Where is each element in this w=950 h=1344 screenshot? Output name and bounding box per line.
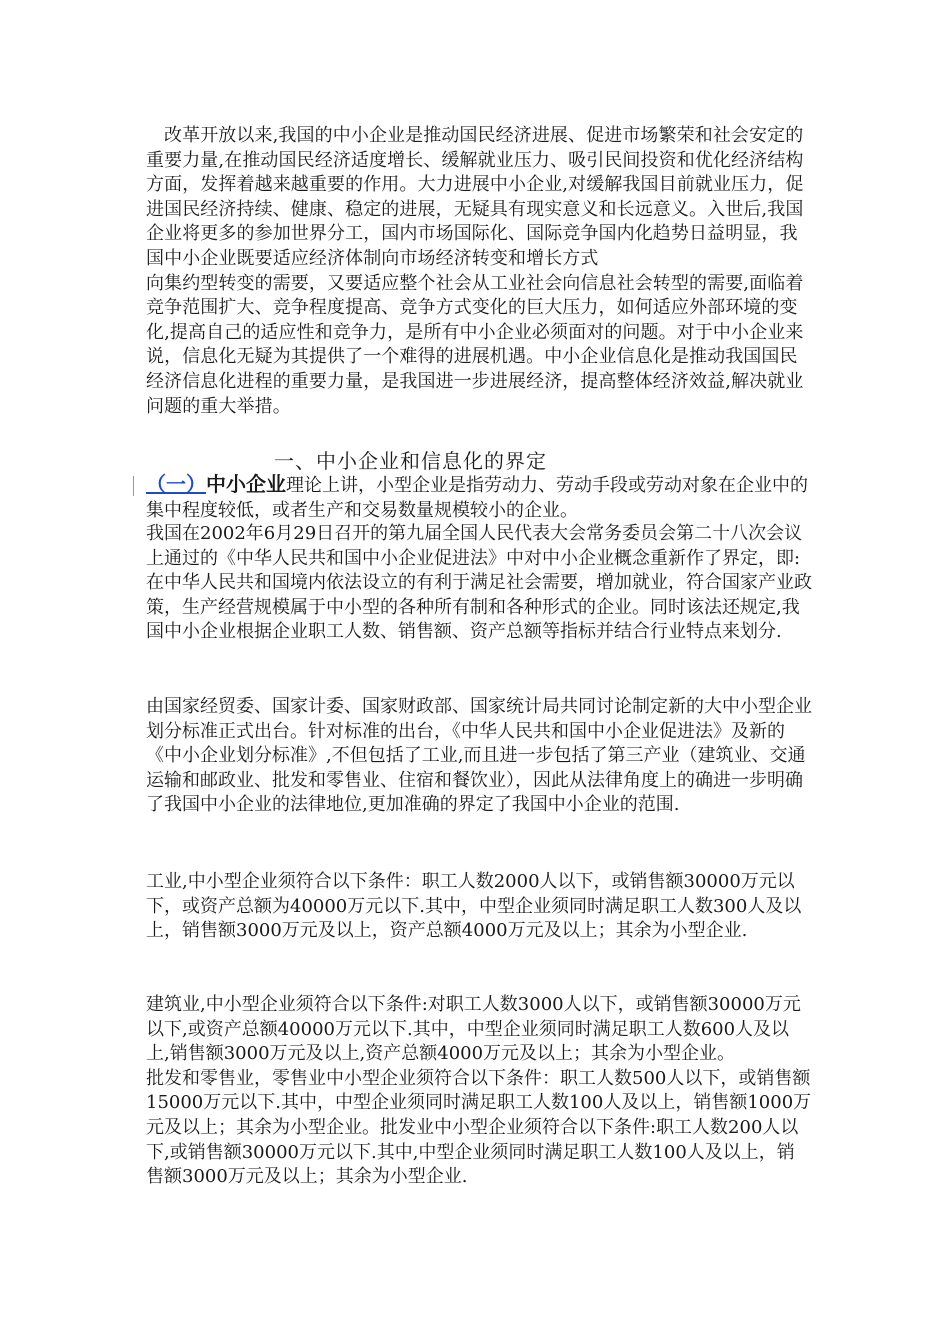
- law-paragraph: 我国在2002年6月29日召开的第九届全国人民代表大会常务委员会第二十八次会议上通过的《中华人民共和国中小企业促进法》中对中小企业概念重新作了界定，即:在中华人民共和国境内依法设立的有利于满足社会需要，增加就业，符合国家产业政策，生产经营规模属于中小型的各种所有制和各种形式的企业。同时该法还规定,我国中小企业根据企业职工人数、销售额、资产总额等指标并结合行业特点来划分.: [146, 523, 812, 643]
- industry-paragraph-block: [146, 870, 812, 944]
- section-heading: 一、中小企业和信息化的界定: [274, 449, 547, 473]
- subsection-number-link[interactable]: （一）: [146, 472, 206, 496]
- construction-paragraph: 建筑业,中小型企业须符合以下条件:对职工人数3000人以下，或销售额30000万元以下,或资产总额40000万元以下.其中，中型企业须同时满足职工人数600人及以上,销售额3000万元及以上,资产总额4000万元及以上；其余为小型企业。: [146, 994, 801, 1065]
- standard-paragraph: 由国家经贸委、国家计委、国家财政部、国家统计局共同讨论制定新的大中小型企业划分标准正式出台。针对标准的出台，《中华人民共和国中小企业促进法》及新的《中小企业划分标准》,不但包括了工业,而且进一步包括了第三产业（建筑业、交通运输和邮政业、批发和零售业、住宿和餐饮业），因此从法律角度上的确进一步明确了我国中小企业的法律地位,更加准确的界定了我国中小企业的范围.: [146, 696, 812, 816]
- subsection-paragraph: [146, 472, 812, 523]
- subsection-text: 理论上讲，小型企业是指劳动力、劳动手段或劳动对象在企业中的集中程度较低，或者生产和交易数量规模较小的企业。: [146, 475, 808, 521]
- text-cursor-mark: [133, 476, 134, 496]
- intro-section: [146, 124, 812, 419]
- intro-paragraph-1: 改革开放以来,我国的中小企业是推动国民经济进展、促进市场繁荣和社会安定的重要力量,在推动国民经济适度增长、缓解就业压力、吸引民间投资和优化经济结构方面，发挥着越来越重要的作用。大力进展中小企业,对缓解我国目前就业压力，促进国民经济持续、健康、稳定的进展，无疑具有现实意义和长远意义。入世后,我国企业将更多的参加世界分工，国内市场国际化、国际竞争国内化趋势日益明显，我国中小企业既要适应经济体制向市场经济转变和增长方式: [146, 125, 804, 269]
- intro-paragraph-2: 向集约型转变的需要，又要适应整个社会从工业社会向信息社会转型的需要,面临着竞争范围扩大、竞争程度提高、竞争方式变化的巨大压力，如何适应外部环境的变化,提高自己的适应性和竞争力，是所有中小企业必须面对的问题。对于中小企业来说，信息化无疑为其提供了一个难得的进展机遇。中小企业信息化是推动我国国民经济信息化进程的重要力量，是我国进一步进展经济，提高整体经济效益,解决就业问题的重大举措。: [146, 272, 804, 417]
- standard-paragraph-block: [146, 695, 812, 818]
- construction-retail-block: [146, 993, 812, 1190]
- industry-paragraph: 工业,中小型企业须符合以下条件：职工人数2000人以下，或销售额30000万元以下，或资产总额为40000万元以下.其中，中型企业须同时满足职工人数300人及以上，销售额3000万元及以上，资产总额4000万元及以上；其余为小型企业.: [146, 871, 802, 942]
- retail-paragraph: 批发和零售业，零售业中小型企业须符合以下条件：职工人数500人以下，或销售额15000万元以下.其中，中型企业须同时满足职工人数100人及以上，销售额1000万元及以上；其余为小型企业。批发业中小型企业须符合以下条件:职工人数200人以下,或销售额30000万元以下.其中,中型企业须同时满足职工人数100人及以上，销售额3000万元及以上；其余为小型企业.: [146, 1067, 812, 1188]
- subsection-title: 中小企业: [206, 472, 286, 496]
- law-paragraph-block: [146, 522, 812, 645]
